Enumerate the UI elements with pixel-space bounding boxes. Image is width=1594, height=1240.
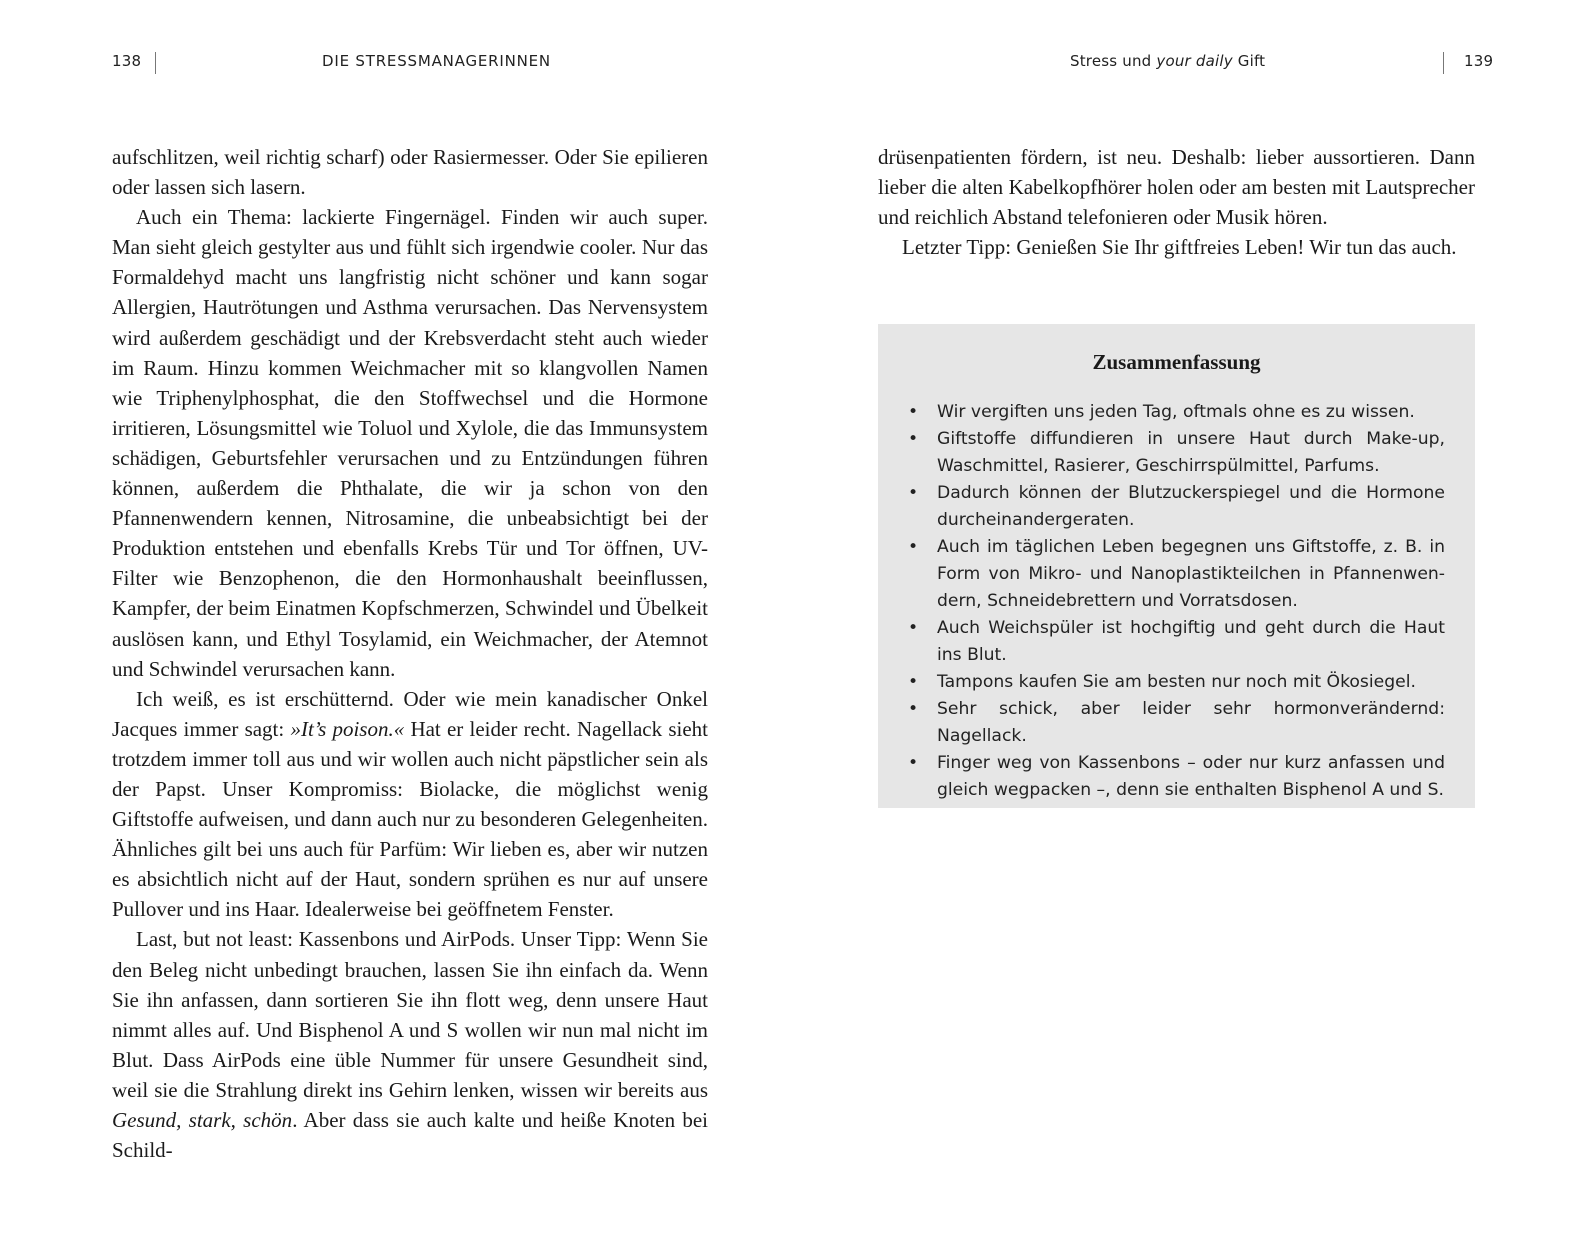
summary-item [908, 669, 1445, 696]
bullet-icon: • [908, 429, 919, 449]
book-title-italic: Gesund, stark, schön [112, 1108, 293, 1132]
running-title-right [1070, 52, 1265, 70]
left-body-text [112, 142, 708, 1165]
bullet-icon: • [908, 753, 919, 773]
text-run: . Aber dass sie auch kalte und heiße Knoten bei Schild- [112, 1108, 709, 1163]
paragraph: aufschlitzen, weil richtig scharf) oder Rasiermesser. Oder Sie epilieren oder lassen sich lasern. [112, 145, 708, 200]
title-run: Gift [1232, 52, 1266, 70]
summary-item-text: Giftstoffe diffundieren in unsere Haut durch Make-up, Waschmittel, Rasierer, Geschirrspülmittel, Parfums. [937, 429, 1445, 476]
quote-italic: »It’s poison.« [290, 716, 405, 741]
summary-item [908, 615, 1445, 669]
bullet-icon: • [908, 483, 919, 503]
running-title-left: DIE STRESSMANAGERINNEN [322, 52, 551, 70]
paragraph [112, 924, 708, 1165]
title-italic-run: your daily [1156, 52, 1233, 70]
summary-box [878, 324, 1475, 808]
summary-item [908, 750, 1445, 804]
title-run: Stress und [1070, 52, 1157, 70]
bullet-icon: • [908, 699, 919, 719]
summary-item [908, 426, 1445, 480]
paragraph: drüsenpatienten fördern, ist neu. Deshalb: lieber aussortieren. Dann lieber die alten Kabelkopfhörer holen oder am besten mit Lautsprecher und reichlich Abstand telefonieren oder Musik hören. [878, 145, 1475, 230]
paragraph: Letzter Tipp: Genießen Sie Ihr giftfreies Leben! Wir tun das auch. [902, 235, 1457, 260]
summary-title: Zusammenfassung [1092, 350, 1261, 374]
summary-item-text: Tampons kaufen Sie am besten nur noch mit Ökosiegel. [937, 672, 1416, 692]
summary-item-text: Sehr schick, aber leider sehr hormonverändernd: Nagellack. [937, 699, 1445, 746]
summary-item-text: Finger weg von Kassenbons – oder nur kurz anfassen und gleich wegpacken –, denn sie enthalten Bisphenol A und S. [937, 753, 1445, 800]
right-page [797, 0, 1594, 1240]
bullet-icon: • [908, 618, 919, 638]
bullet-icon: • [908, 537, 919, 557]
header-divider-left [155, 52, 156, 74]
summary-item-text: Auch Weichspüler ist hochgiftig und geht durch die Haut ins Blut. [937, 618, 1445, 665]
paragraph: Auch ein Thema: lackierte Fingernägel. Finden wir auch super. Man sieht gleich gestylter aus und fühlt sich irgendwie cooler. Nur das Formaldehyd macht uns langfristig nicht schöner und kann sogar Allergien, Hautrötungen und Asthma verursachen. Das Nervensystem wird außerdem geschädigt und der Krebsverdacht steht auch wieder im Raum. Hinzu kommen Weichmacher mit so klangvollen Namen wie Triphenylphosphat, die den Stoffwechsel und die Hormone irritieren, Lösungsmittel wie Toluol und Xylole, die das Immunsystem schädigen, Geburtsfehler verursachen und zu Entzündungen führen können, außerdem die Phthalate, die wir ja schon von den Pfannenwendern kennen, Nitrosamine, die unbeabsichtigt bei der Produktion entstehen und ebenfalls Krebs Tür und Tor öffnen, UV-Filter wie Benzophenon, die den Hormonhaushalt beeinflussen, Kampfer, der beim Einatmen Kopfschmerzen, Schwindel und Übelkeit auslösen kann, und Ethyl Tosylamid, ein Weichmacher, der Atemnot und Schwindel verursachen kann. [112, 205, 708, 681]
summary-item [908, 534, 1445, 615]
bullet-icon: • [908, 402, 919, 422]
right-body-text [878, 142, 1475, 262]
bullet-icon: • [908, 672, 919, 692]
text-run: Last, but not least: Kassenbons und AirPods. Unser Tipp: Wenn Sie den Beleg nicht unbedingt brauchen, lassen Sie ihn einfach da. Wenn Sie ihn anfassen, dann sortieren Sie ihn flott weg, denn unsere Haut nimmt alles auf. Und Bisphenol A und S wollen wir nun mal nicht im Blut. Dass AirPods eine üble Nummer für unsere Gesundheit sind, weil sie die Strahlung direkt ins Gehirn lenken, wissen wir bereits aus [112, 927, 708, 1102]
summary-list [908, 399, 1445, 804]
summary-item [908, 480, 1445, 534]
text-run: Hat er leider recht. Nagellack sieht trotzdem immer toll aus und wir wollen auch nicht päpstlicher sein als der Papst. Unser Kompromiss: Biolacke, die möglichst wenig Giftstoffe aufweisen, und dann auch nur zu besonderen Gelegenheiten. Ähnliches gilt bei uns auch für Parfüm: Wir lieben es, aber wir nutzen es absichtlich nicht auf der Haut, sondern sprühen es nur auf unsere Pullover und ins Haar. Idealerweise bei geöffnetem Fenster. [112, 716, 708, 922]
summary-item [908, 696, 1445, 750]
page-number-right: 139 [1464, 52, 1494, 70]
page-number-left: 138 [112, 52, 142, 70]
summary-item [908, 399, 1445, 426]
paragraph [112, 684, 708, 925]
header-divider-right [1443, 52, 1444, 74]
summary-item-text: Dadurch können der Blutzuckerspiegel und die Hormone durcheinandergeraten. [937, 483, 1445, 530]
text-run: Ich weiß, es ist erschütternd. Oder wie mein kanadischer Onkel Jacques immer sagt: [112, 686, 708, 741]
summary-item-text: Wir vergiften uns jeden Tag, oftmals ohne es zu wissen. [937, 402, 1415, 422]
summary-item-text: Auch im täglichen Leben begegnen uns Giftstoffe, z. B. in Form von Mikro- und Nanoplastikteilchen in Pfannenwendern, Schneidebrettern und Vorratsdosen. [937, 537, 1445, 611]
